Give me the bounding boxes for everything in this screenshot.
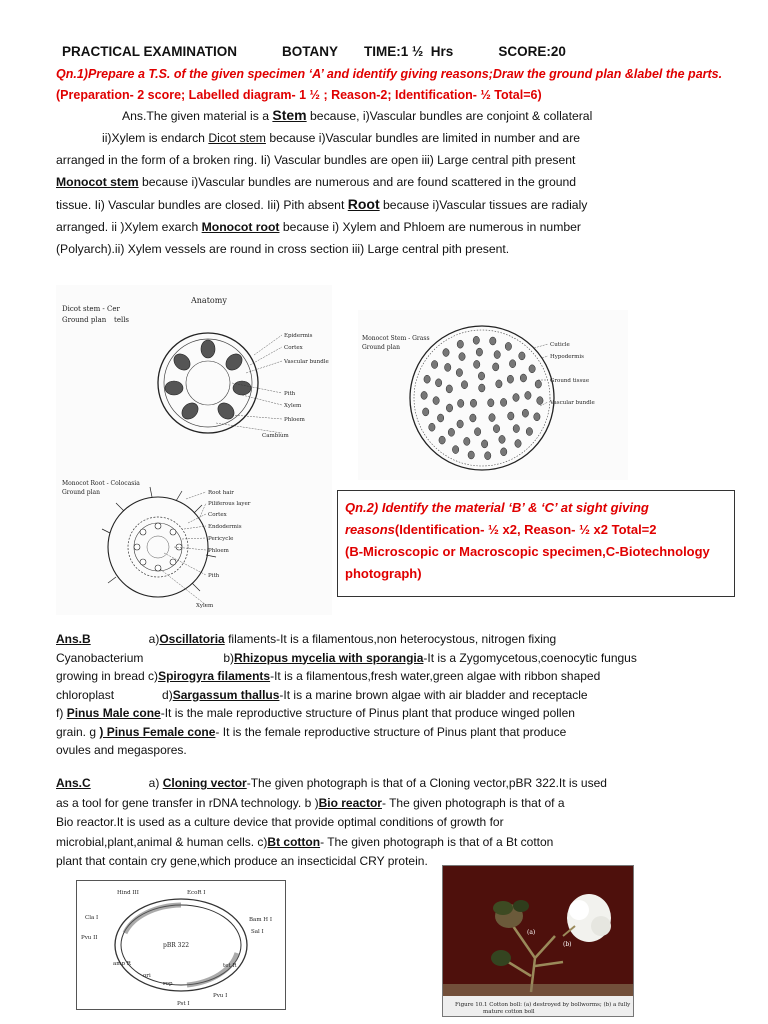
vascular-bundle [507, 375, 513, 383]
svg-text:Hypodermis: Hypodermis [550, 354, 584, 360]
svg-text:Pericycle: Pericycle [208, 536, 234, 542]
vascular-bundle [489, 414, 495, 422]
vascular-bundle [443, 349, 449, 357]
question-1-marks: (Preparation- 2 score; Labelled diagram- 1 ½ ; Reason-2; Identification- ½ Total=6) [56, 88, 542, 102]
vascular-bundle [501, 448, 507, 456]
plasmid-figure [76, 880, 286, 1010]
svg-text:ori: ori [143, 973, 151, 979]
dicot-root-figure [56, 285, 332, 615]
monocot-stem-title-1: Monocot Stem - Grass [362, 335, 430, 342]
vascular-bundle [452, 446, 458, 454]
vascular-bundle [439, 436, 445, 444]
vascular-bundle [479, 384, 485, 392]
vascular-bundle [508, 412, 514, 420]
vascular-bundle [505, 342, 511, 350]
dicot-title-1: Dicot stem - Cer [62, 305, 120, 313]
vascular-bundle [474, 428, 480, 436]
svg-text:Hind III: Hind III [117, 890, 139, 896]
svg-text:(a): (a) [527, 929, 536, 936]
vascular-bundle [456, 369, 462, 377]
monocot-stem-diagram [358, 310, 628, 480]
vascular-bundle [476, 348, 482, 356]
root-title-2: Ground plan [62, 489, 100, 496]
cotton-caption-1: Figure 10.1 Cotton boll: (a) destroyed by bollworms; (b) a fully [455, 1002, 631, 1008]
vascular-bundle [470, 399, 476, 407]
cotton-caption-2: mature cotton boll [483, 1009, 535, 1015]
question-1: Qn.1)Prepare a T.S. of the given specimen ‘A’ and identify giving reasons;Draw the ground plan &label the parts. [56, 67, 723, 81]
vascular-bundle [499, 435, 505, 443]
question-2: Qn.2) Identify the material ‘B’ & ‘C’ at sight giving [345, 500, 649, 515]
vascular-bundle [515, 440, 521, 448]
vascular-bundle [433, 397, 439, 405]
svg-text:Pst I: Pst I [177, 1001, 190, 1007]
vascular-bundle [534, 413, 540, 421]
vascular-bundle [509, 360, 515, 368]
monocot-root-diagram [62, 480, 251, 609]
monocot-stem-title-2: Ground plan [362, 344, 400, 351]
svg-text:tells: tells [114, 316, 130, 324]
vascular-bundle [423, 408, 429, 416]
vascular-bundle [519, 352, 525, 360]
svg-text:Pith: Pith [284, 391, 296, 397]
exam-score: SCORE:20 [498, 44, 566, 59]
vascular-bundle [513, 425, 519, 433]
svg-text:Sal I: Sal I [251, 929, 264, 935]
term-root: Root [347, 196, 380, 212]
dicot-title-2: Ground plan [62, 316, 107, 324]
svg-text:Phloem: Phloem [208, 548, 229, 554]
vascular-bundle [494, 351, 500, 359]
svg-text:Cuticle: Cuticle [550, 342, 570, 348]
svg-text:rop: rop [163, 981, 173, 987]
vascular-bundle [424, 375, 430, 383]
vascular-bundle [537, 397, 543, 405]
vascular-bundle [490, 337, 496, 345]
svg-text:Cortex: Cortex [284, 345, 303, 351]
svg-text:Vascular bundle: Vascular bundle [284, 359, 329, 365]
svg-text:Cla I: Cla I [85, 915, 99, 921]
svg-text:Bam H I: Bam H I [249, 917, 273, 923]
vascular-bundle [500, 398, 506, 406]
monocot-stem-figure [358, 310, 628, 480]
vascular-bundle [513, 394, 519, 402]
vascular-bundle [459, 353, 465, 361]
vascular-bundle [457, 340, 463, 348]
term-monocot-stem: Monocot stem [56, 175, 139, 189]
svg-text:Ground tissue: Ground tissue [550, 378, 590, 384]
vascular-bundle [473, 336, 479, 344]
vascular-bundle [437, 414, 443, 422]
vascular-bundle [470, 414, 476, 422]
question-2-box: Qn.2) Identify the material ‘B’ & ‘C’ at sight giving reasons(Identification- ½ x2, Reason- ½ x2 Total=2 (B-Microscopic or Macroscopic specimen,C-Biotechnology photograph) [337, 490, 735, 597]
svg-text:Pvu II: Pvu II [81, 935, 98, 941]
vascular-bundle [488, 399, 494, 407]
bt-cotton-figure [442, 865, 634, 1017]
svg-text:amp R: amp R [113, 961, 131, 967]
vascular-bundle [429, 423, 435, 431]
term-dicot-stem: Dicot stem [208, 131, 266, 145]
exam-header [62, 44, 722, 59]
term-stem: Stem [272, 107, 307, 123]
vascular-bundle [474, 360, 480, 368]
vascular-bundle [529, 365, 535, 373]
svg-text:Pith: Pith [208, 573, 220, 579]
answer-1: Ans.The given material is a Stem because, i)Vascular bundles are conjoint & collateral ii)Xylem is endarch Dicot stem because i)Vascular bundles are limited in number and are arranged in the form of a broken ring. Ii) Vascular bundles are open iii) Large central pith present Monocot stem because i)Vascular bundles are numerous and are found scattered in the ground tissue. Ii) Vascular bundles are closed. Iii) Pith absent Root because i)Vascular tissues are radialy arranged. ii )Xylem exarch Monocot root because i) Xylem and Phloem are numerous in number (Polyarch).ii) Xylem vessels are round in cross section iii) Large central pith present. [56, 107, 593, 256]
svg-text:Cambium: Cambium [262, 433, 289, 439]
svg-text:Phloem: Phloem [284, 417, 305, 423]
root-title-1: Monocot Root - Colocasia [62, 480, 140, 487]
vascular-bundle [458, 399, 464, 407]
plasmid-name: pBR 322 [163, 942, 190, 949]
vascular-bundle [496, 380, 502, 388]
vascular-bundle [535, 380, 541, 388]
svg-text:tet R: tet R [223, 963, 237, 969]
vascular-bundle [525, 391, 531, 399]
answer-b: Ans.B a)Oscillatoria filaments-It is a filamentous,non heterocystous, nitrogen fixing Cyanobacterium b)Rhizopus mycelia with sporangia-It is a Zygomycetous,coenocytic fungus growing in bread c)Spirogyra filaments-It is a filamentous,fresh water,green algae with ribbon shaped chloroplast d)Sargassum thallus-It is a marine brown algae with air bladder and receptacle f) Pinus Male cone-It is the male reproductive structure of Pinus plant that produce winged pollen grain. g ) Pinus Female cone- It is the female reproductive structure of Pinus plant that produce ovules and megaspores. [56, 632, 637, 757]
svg-text:(b): (b) [563, 941, 572, 948]
anatomy-header: Anatomy [191, 296, 227, 305]
vascular-bundle [446, 385, 452, 393]
svg-text:EcoR I: EcoR I [187, 890, 206, 896]
pbr322-diagram [77, 881, 285, 1009]
vascular-bundle [478, 372, 484, 380]
svg-text:Xylem: Xylem [196, 603, 214, 609]
exam-time: TIME:1 ½ Hrs [364, 44, 454, 59]
svg-text:Cortex: Cortex [208, 512, 227, 518]
vascular-bundle [481, 440, 487, 448]
svg-text:Pvu I: Pvu I [213, 993, 228, 999]
cotton-photo [443, 866, 633, 1016]
svg-text:Xylem: Xylem [284, 403, 302, 409]
term-monocot-root: Monocot root [201, 220, 280, 234]
vascular-bundle [526, 428, 532, 436]
exam-subject: BOTANY [282, 44, 338, 59]
vascular-bundle [435, 379, 441, 387]
vascular-bundle [461, 381, 467, 389]
vascular-bundle [464, 437, 470, 445]
svg-text:Endodermis: Endodermis [208, 524, 242, 530]
dicot-stem-diagram [56, 285, 332, 615]
vascular-bundle [446, 404, 452, 412]
vascular-bundle [457, 420, 463, 428]
svg-text:Epidermis: Epidermis [284, 333, 313, 339]
vascular-bundle [520, 374, 526, 382]
vascular-bundle [445, 363, 451, 371]
exam-title: PRACTICAL EXAMINATION [62, 44, 237, 59]
answer-c: Ans.C a) Cloning vector-The given photograph is that of a Cloning vector,pBR 322.It is used as a tool for gene transfer in rDNA technology. b )Bio reactor- The given photograph is that of a Bio reactor.It is used as a culture device that provide optimal conditions of growth for microbial,plant,animal & human cells. c)Bt cotton- The given photograph is that of a Bt cotton plant that contain cry gene,which produce an insecticidal CRY protein. [56, 776, 607, 868]
vascular-bundle [522, 409, 528, 417]
vascular-bundle [421, 391, 427, 399]
answer-c-label: Ans.C [56, 776, 91, 790]
vascular-bundle [448, 428, 454, 436]
vascular-bundle [493, 363, 499, 371]
svg-text:Root hair: Root hair [208, 490, 234, 496]
svg-text:Piliferous layer: Piliferous layer [208, 501, 251, 507]
vascular-bundle [431, 361, 437, 369]
vascular-bundle [493, 425, 499, 433]
vascular-bundle [485, 452, 491, 460]
svg-text:Vascular bundle: Vascular bundle [550, 400, 595, 406]
answer-b-label: Ans.B [56, 632, 91, 646]
vascular-bundle [468, 451, 474, 459]
